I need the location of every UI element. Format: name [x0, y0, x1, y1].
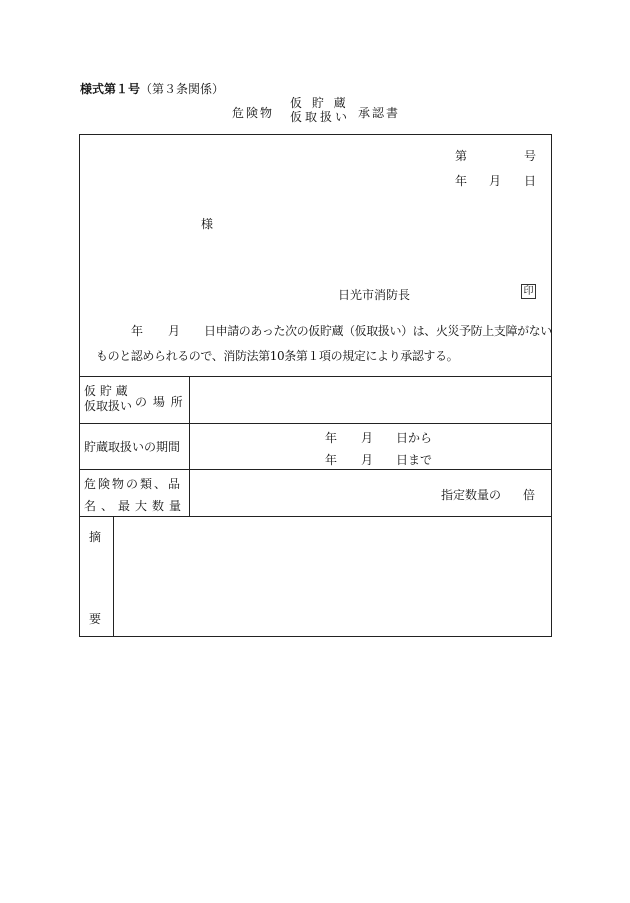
remarks-label-top: 摘	[89, 530, 102, 544]
divider-upper	[79, 376, 552, 377]
period-label: 貯蔵取扱いの期間	[84, 440, 181, 454]
form-relation: （第３条関係）	[140, 82, 225, 96]
doc-number-suffix: 号	[524, 149, 537, 163]
approval-text-line2: ものと認められるので、消防法第10条第１項の規定により承認する。	[96, 349, 459, 363]
location-label-suffix: の 場 所	[135, 395, 184, 409]
location-label-handling: 仮取扱い	[84, 399, 133, 413]
designated-quantity-multiple: 倍	[523, 488, 536, 502]
period-from-day: 日から	[396, 431, 433, 445]
approval-text-line1: 日申請のあった次の仮貯蔵（仮取扱い）は、火災予防上支障がない	[204, 324, 552, 338]
approval-date-year: 年	[131, 324, 144, 338]
doc-date-day: 日	[524, 174, 537, 188]
period-to-day: 日まで	[396, 453, 433, 467]
title-option-storage: 仮 貯 蔵	[290, 96, 349, 110]
form-number-label: 様式第１号	[80, 82, 141, 96]
remarks-column-divider	[113, 516, 114, 637]
issuer-name: 日光市消防長	[338, 288, 411, 302]
form-frame	[79, 134, 552, 637]
location-label-storage: 仮 貯 蔵	[84, 384, 128, 398]
divider-period	[79, 469, 552, 470]
doc-number-prefix: 第	[455, 149, 468, 163]
remarks-label-bottom: 要	[89, 612, 102, 626]
location-label	[84, 384, 132, 414]
doc-date-month: 月	[489, 174, 502, 188]
designated-quantity-label: 指定数量の	[441, 488, 502, 502]
period-to-month: 月	[361, 453, 374, 467]
title-suffix: 承認書	[358, 106, 401, 120]
period-from-month: 月	[361, 431, 374, 445]
period-to-year: 年	[325, 453, 338, 467]
title-prefix: 危険物	[232, 106, 275, 120]
seal-stamp-box: 印	[521, 284, 536, 299]
addressee-honorific: 様	[201, 217, 214, 231]
divider-hazard	[79, 516, 552, 517]
approval-date-month: 月	[168, 324, 181, 338]
title-options	[290, 96, 350, 124]
period-from-year: 年	[325, 431, 338, 445]
hazard-label-line1: 危険物の類、品	[84, 477, 183, 491]
hazard-label-line2: 名、最大数量	[84, 499, 187, 513]
form-number	[80, 80, 224, 97]
divider-location	[79, 423, 552, 424]
title-option-handling: 仮取扱い	[290, 110, 351, 124]
label-column-divider	[189, 376, 190, 516]
doc-date-year: 年	[455, 174, 468, 188]
